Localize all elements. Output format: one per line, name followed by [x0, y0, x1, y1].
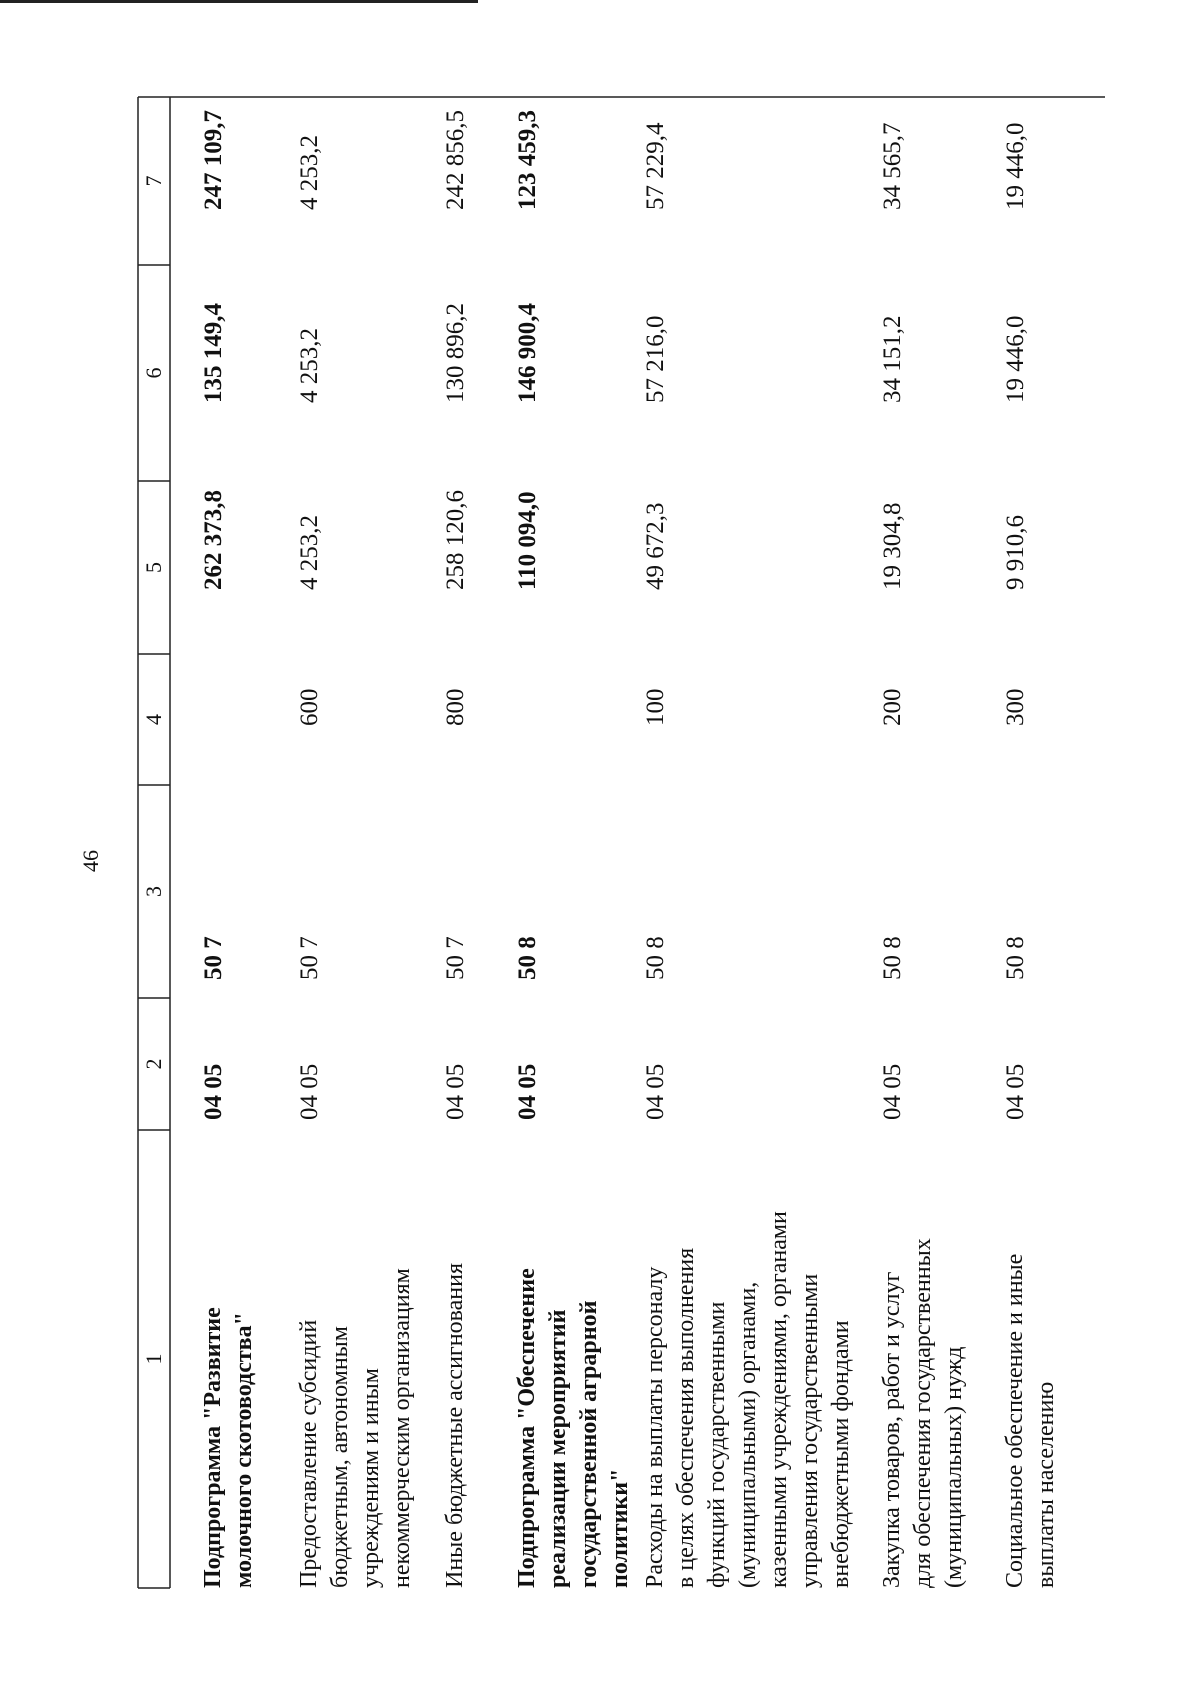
row-value-c6: 130 896,2	[442, 303, 469, 403]
row-value-c2: 04 05	[642, 1063, 669, 1120]
row-value-c5: 49 672,3	[642, 502, 669, 590]
column-header-5: 5	[141, 562, 166, 573]
row-description-line: выплаты населению	[1033, 1381, 1059, 1588]
row-value-c6: 135 149,4	[200, 303, 227, 403]
row-description-line: для обеспечения государственных	[910, 1238, 936, 1588]
page-number: 46	[78, 850, 103, 872]
row-value-c5: 9 910,6	[1002, 515, 1029, 590]
row-value-c6: 19 446,0	[1002, 315, 1029, 403]
row-value-c3: 50 8	[879, 936, 906, 980]
column-header-6: 6	[141, 367, 166, 379]
row-value-c2: 04 05	[442, 1063, 469, 1120]
row-value-c3: 50 8	[1002, 936, 1029, 980]
row-value-c7: 242 856,5	[442, 110, 469, 210]
row-value-c6: 146 900,4	[514, 303, 541, 403]
row-value-c5: 258 120,6	[442, 490, 469, 590]
row-value-c2: 04 05	[1002, 1063, 1029, 1120]
row-description-line: Подпрограмма "Обеспечение	[514, 1268, 540, 1588]
row-description-line: управления государственными	[797, 1273, 823, 1588]
row-description-line: в целях обеспечения выполнения	[673, 1247, 699, 1588]
row-value-c6: 4 253,2	[296, 328, 323, 403]
row-value-c3: 50 8	[514, 936, 541, 980]
row-value-c7: 19 446,0	[1002, 122, 1029, 210]
row-value-c6: 57 216,0	[642, 315, 669, 403]
row-value-c3: 50 8	[642, 936, 669, 980]
row-value-c4: 300	[1002, 688, 1029, 726]
column-header-4: 4	[141, 714, 166, 725]
row-description-line: Предоставление субсидий	[296, 1319, 322, 1588]
row-value-c7: 57 229,4	[642, 122, 669, 210]
row-value-c7: 4 253,2	[296, 135, 323, 210]
row-value-c3: 50 7	[296, 936, 323, 980]
row-description-line: бюджетным, автономным	[327, 1326, 353, 1588]
row-value-c5: 110 094,0	[514, 491, 541, 590]
row-description-line: политики"	[607, 1468, 633, 1588]
row-description-line: (муниципальными) органами,	[735, 1281, 761, 1588]
row-value-c2: 04 05	[200, 1063, 227, 1120]
row-value-c2: 04 05	[514, 1063, 541, 1120]
row-value-c7: 247 109,7	[200, 110, 227, 210]
row-value-c5: 19 304,8	[879, 502, 906, 590]
row-value-c2: 04 05	[296, 1063, 323, 1120]
row-description-line: реализации мероприятий	[545, 1309, 571, 1588]
row-description-line: государственной аграрной	[576, 1300, 602, 1588]
row-description-line: Иные бюджетные ассигнования	[442, 1263, 468, 1588]
row-description-line: функций государственными	[704, 1301, 730, 1588]
column-header-3: 3	[141, 886, 166, 897]
row-value-c3: 50 7	[442, 936, 469, 980]
row-description-line: внебюджетными фондами	[828, 1320, 854, 1588]
row-value-c7: 34 565,7	[879, 122, 906, 210]
row-description-line: учреждениям и иным	[358, 1368, 384, 1588]
row-value-c4: 600	[296, 688, 323, 726]
row-value-c4: 800	[442, 688, 469, 726]
row-value-c5: 262 373,8	[200, 490, 227, 590]
row-description-line: Подпрограмма "Развитие	[200, 1307, 226, 1588]
row-value-c4: 200	[879, 688, 906, 726]
row-value-c2: 04 05	[879, 1063, 906, 1120]
row-description-line: некоммерческим организациям	[389, 1268, 415, 1588]
row-description-line: Расходы на выплаты персоналу	[642, 1266, 668, 1588]
column-header-2: 2	[141, 1058, 166, 1070]
row-value-c7: 123 459,3	[514, 110, 541, 210]
row-description-line: Закупка товаров, работ и услуг	[879, 1271, 905, 1588]
row-description-line: казенными учреждениями, органами	[766, 1211, 792, 1588]
row-value-c4: 100	[642, 688, 669, 726]
row-value-c3: 50 7	[200, 936, 227, 980]
row-value-c5: 4 253,2	[296, 515, 323, 590]
row-value-c6: 34 151,2	[879, 315, 906, 403]
row-description-line: Социальное обеспечение и иные	[1002, 1253, 1028, 1588]
column-header-1: 1	[141, 1353, 166, 1365]
row-description-line: молочного скотоводства"	[231, 1312, 257, 1588]
column-header-7: 7	[141, 175, 166, 187]
row-description-line: (муниципальных) нужд	[941, 1346, 967, 1588]
